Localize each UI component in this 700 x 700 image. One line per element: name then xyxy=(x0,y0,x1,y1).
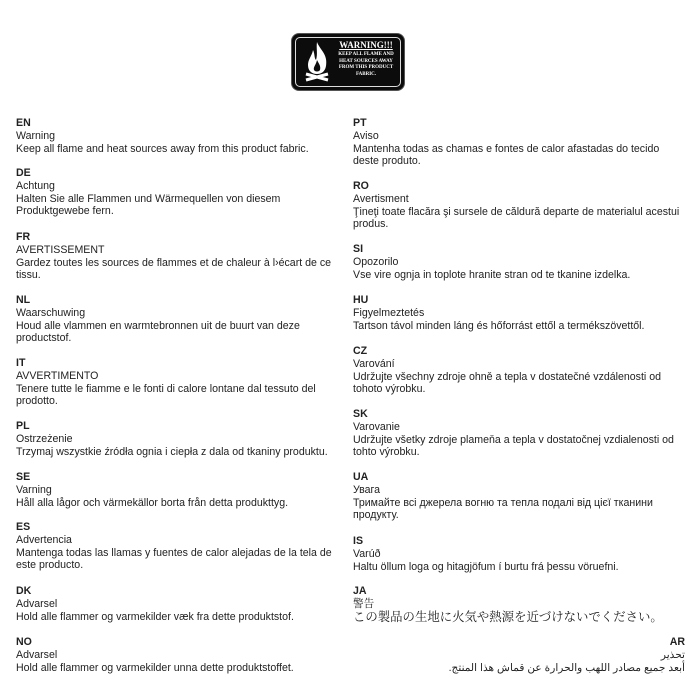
language-code: SI xyxy=(353,243,364,255)
language-section-hu xyxy=(353,294,683,332)
warning-title: Ostrzeżenie xyxy=(16,432,73,445)
language-section-it xyxy=(16,357,346,408)
language-section-nl xyxy=(16,294,346,345)
language-code: DK xyxy=(16,585,32,597)
language-code: SK xyxy=(353,408,368,420)
language-section-en xyxy=(16,117,346,155)
language-code: RO xyxy=(353,180,369,192)
language-code: FR xyxy=(16,231,31,243)
warning-title: Waarschuwing xyxy=(16,306,86,319)
language-section-ro xyxy=(353,180,683,231)
warning-title: AVVERTIMENTO xyxy=(16,369,99,382)
language-code: HU xyxy=(353,294,369,306)
language-section-ar xyxy=(355,636,685,674)
warning-title: Advertencia xyxy=(16,533,72,546)
warning-text: Tenere tutte le fiamme e le fonti di calore lontane dal tessuto del prodotto. xyxy=(16,382,316,408)
language-code: DE xyxy=(16,167,31,179)
language-code: JA xyxy=(353,585,367,597)
warning-title: Advarsel xyxy=(16,597,58,610)
language-section-si xyxy=(353,243,683,281)
warning-text: Houd alle vlammen en warmtebronnen uit de buurt van deze productstof. xyxy=(16,319,300,345)
warning-text: Hold alle flammer og varmekilder unna dette produktstoffet. xyxy=(16,661,294,674)
language-code: UA xyxy=(353,471,369,483)
language-code: IT xyxy=(16,357,26,369)
warning-title: تحذير xyxy=(660,648,685,661)
language-section-se xyxy=(16,471,346,509)
language-section-es xyxy=(16,521,346,572)
warning-text: Trzymaj wszystkie źródła ognia i ciepła z dala od tkaniny produktu. xyxy=(16,445,328,458)
language-section-ja xyxy=(353,585,683,623)
fire-icon xyxy=(302,40,332,84)
language-section-dk xyxy=(16,585,346,623)
language-section-sk xyxy=(353,408,683,459)
warning-text: Тримайте всі джерела вогню та тепла подалі від цієї тканини продукту. xyxy=(353,496,653,522)
warning-label xyxy=(292,34,404,90)
warning-title: Varovanie xyxy=(353,420,400,433)
label-text: KEEP ALL FLAME AND HEAT SOURCES AWAY FROM THIS PRODUCT FABRIC. xyxy=(338,52,394,77)
warning-text: Håll alla lågor och värmekällor borta från detta produkttyg. xyxy=(16,496,289,509)
language-section-is xyxy=(353,535,683,573)
language-section-pt xyxy=(353,117,683,168)
warning-text: Mantenga todas las llamas y fuentes de calor alejadas de la tela de este producto. xyxy=(16,546,332,572)
warning-text: Halten Sie alle Flammen und Wärmequellen von diesem Produktgewebe fern. xyxy=(16,192,281,218)
warning-text: Udržujte všechny zdroje ohně a tepla v dostatečné vzdálenosti od tohoto výrobku. xyxy=(353,370,661,396)
language-section-no xyxy=(16,636,346,674)
warning-text: Mantenha todas as chamas e fontes de calor afastadas do tecido deste produto. xyxy=(353,142,660,168)
language-section-cz xyxy=(353,345,683,396)
language-code: NL xyxy=(16,294,31,306)
warning-text: أبعد جميع مصادر اللهب والحرارة عن قماش هذا المنتج. xyxy=(448,661,685,674)
language-section-ua xyxy=(353,471,683,522)
warning-title: Advarsel xyxy=(16,648,58,661)
warning-text: Tartson távol minden láng és hőforrást ettől a termékszövettől. xyxy=(353,319,645,332)
warning-text: この製品の生地に火気や熱源を近づけないでください。 xyxy=(353,609,663,624)
warning-title: Увага xyxy=(353,483,381,496)
warning-text: Vse vire ognja in toplote hranite stran od te tkanine izdelka. xyxy=(353,268,631,281)
language-code: NO xyxy=(16,636,32,648)
warning-title: Varúð xyxy=(353,547,381,560)
language-code: ES xyxy=(16,521,31,533)
warning-text: Hold alle flammer og varmekilder væk fra dette produktstof. xyxy=(16,610,294,623)
language-code: PT xyxy=(353,117,367,129)
warning-text: Ţineţi toate flacăra şi sursele de căldură departe de materialul acestui produs. xyxy=(353,205,680,231)
language-code: SE xyxy=(16,471,31,483)
language-section-de xyxy=(16,167,346,218)
warning-title: Aviso xyxy=(353,129,379,142)
language-code: IS xyxy=(353,535,364,547)
warning-text: Haltu öllum loga og hitagjöfum í burtu frá þessu vöruefni. xyxy=(353,560,619,573)
language-code: EN xyxy=(16,117,31,129)
language-code: AR xyxy=(669,636,685,648)
warning-title: Warning xyxy=(16,129,56,142)
label-title: WARNING!!! xyxy=(339,40,393,50)
warning-title: Achtung xyxy=(16,179,55,192)
warning-text: Udržujte všetky zdroje plameňa a tepla v dostatočnej vzdialenosti od tohto výrobku. xyxy=(353,433,674,459)
language-section-pl xyxy=(16,420,346,458)
warning-text: Keep all flame and heat sources away from this product fabric. xyxy=(16,142,309,155)
language-code: CZ xyxy=(353,345,368,357)
warning-text: Gardez toutes les sources de flammes et de chaleur à l›écart de ce tissu. xyxy=(16,256,332,282)
warning-title: 警告 xyxy=(353,597,375,610)
warning-title: Opozorilo xyxy=(353,255,399,268)
warning-title: Varování xyxy=(353,357,395,370)
language-section-fr xyxy=(16,231,346,282)
warning-title: AVERTISSEMENT xyxy=(16,243,105,256)
warning-title: Varning xyxy=(16,483,52,496)
warning-title: Figyelmeztetés xyxy=(353,306,425,319)
warning-title: Avertisment xyxy=(353,192,409,205)
language-code: PL xyxy=(16,420,30,432)
